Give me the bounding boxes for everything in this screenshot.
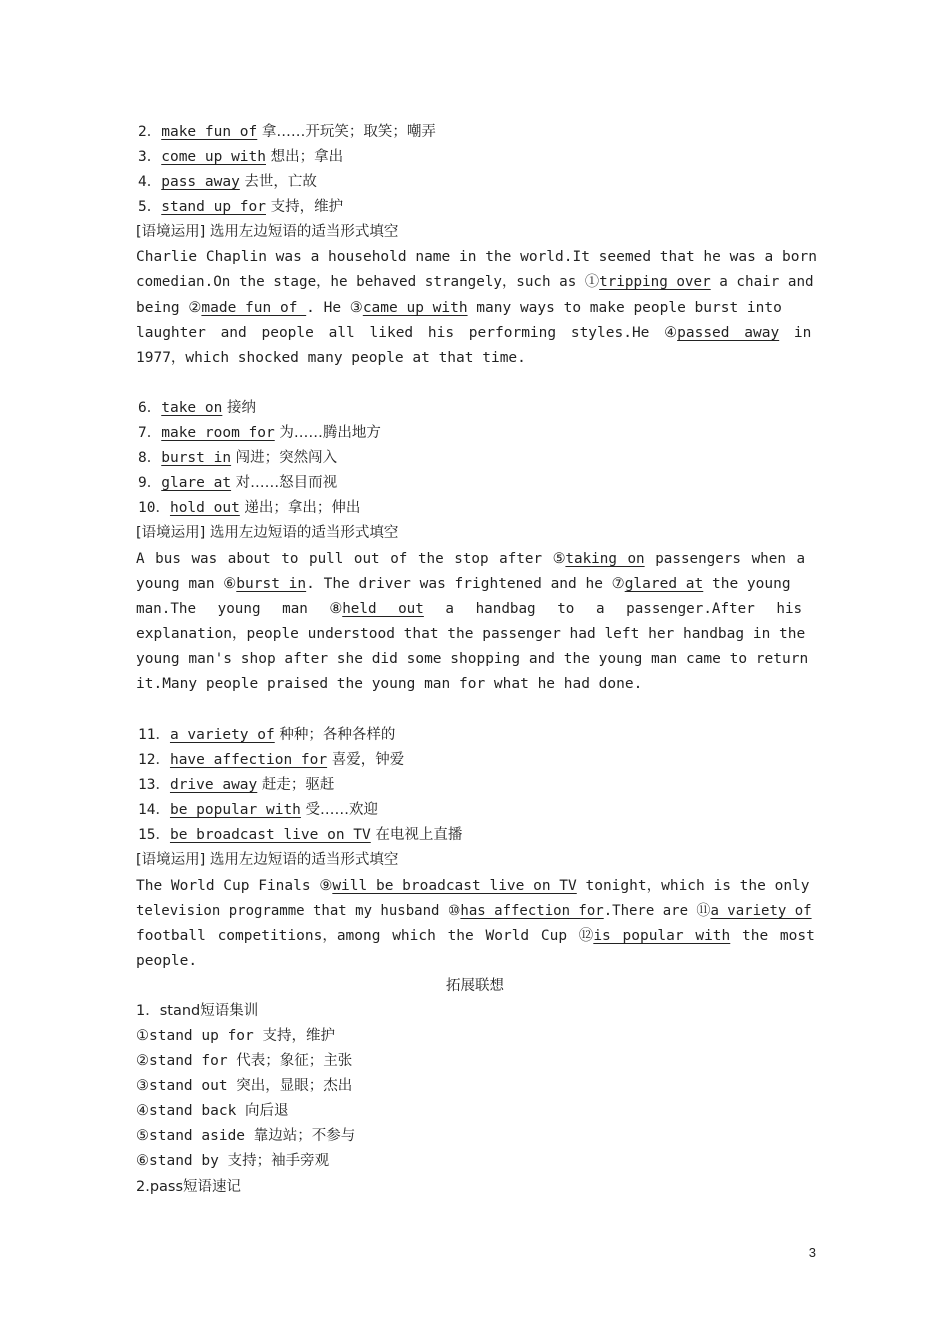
vocab-item: 8．burst in 闯进；突然闯入: [138, 450, 338, 466]
answer-blank: burst in: [236, 576, 307, 592]
answer-blank: taking on: [565, 551, 645, 567]
passage-line: television programme that my husband ⑩has affection for.There are ⑪a variety of: [136, 903, 812, 919]
passage-line: The World Cup Finals ⑨will be broadcast live on TV tonight，which is the only: [136, 878, 810, 894]
phrase: take on: [161, 400, 223, 416]
passage-line: man.The young man ⑧held out a handbag to a passenger.After his: [136, 601, 803, 617]
vocab-item: 2．make fun of 拿……开玩笑；取笑；嘲弄: [138, 124, 436, 140]
passage-line: Charlie Chaplin was a household name in the world.It seemed that he was a born: [136, 249, 817, 265]
stand-item: ④stand back 向后退: [136, 1103, 289, 1119]
vocab-item: 13．drive away 赶走；驱赶: [138, 777, 335, 793]
passage-line: comedian.On the stage，he behaved strangely，such as ①tripping over a chair and: [136, 274, 814, 290]
vocab-item: 10．hold out 递出；拿出；伸出: [138, 500, 361, 516]
phrase: glare at: [161, 475, 232, 491]
passage-line: people.: [136, 953, 198, 969]
section-heading: [语境运用] 选用左边短语的适当形式填空: [136, 852, 399, 868]
vocab-item: 7．make room for 为……腾出地方: [138, 425, 381, 441]
vocab-item: 3．come up with 想出；拿出: [138, 149, 344, 165]
passage-line: young man's shop after she did some shopping and the young man came to return: [136, 651, 809, 667]
phrase: drive away: [169, 777, 258, 793]
answer-blank: tripping over: [599, 274, 711, 290]
answer-blank: glared at: [624, 576, 704, 592]
phrase: come up with: [161, 149, 266, 165]
phrase: have affection for: [169, 752, 328, 768]
vocab-item: 5．stand up for 支持，维护: [138, 199, 344, 215]
phrase: make room for: [161, 425, 275, 441]
answer-blank: will be broadcast live on TV: [332, 878, 577, 894]
passage-line: football competitions，among which the World Cup ⑫is popular with the most: [136, 928, 815, 944]
phrase: be broadcast live on TV: [169, 827, 371, 843]
passage-line: 1977，which shocked many people at that time.: [136, 350, 526, 366]
stand-item: ⑤stand aside 靠边站；不参与: [136, 1128, 356, 1144]
vocab-item: 11．a variety of 种种；各种各样的: [138, 727, 396, 743]
vocab-item: 6．take on 接纳: [138, 400, 256, 416]
page-number: 3: [808, 1245, 816, 1260]
phrase: be popular with: [169, 802, 301, 818]
section-heading: [语境运用] 选用左边短语的适当形式填空: [136, 525, 399, 541]
stand-title: 1．stand短语集训: [136, 1003, 259, 1019]
stand-item: ⑥stand by 支持；袖手旁观: [136, 1153, 330, 1169]
section-heading: [语境运用] 选用左边短语的适当形式填空: [136, 224, 399, 240]
phrase: stand up for: [161, 199, 266, 215]
vocab-item: 15．be broadcast live on TV 在电视上直播: [138, 827, 463, 843]
passage-line: being ②made fun of . He ③came up with many ways to make people burst into: [136, 300, 782, 316]
answer-blank: made fun of: [201, 300, 307, 316]
passage-line: A bus was about to pull out of the stop after ⑤taking on passengers when a: [136, 551, 806, 567]
phrase: burst in: [161, 450, 232, 466]
passage-line: young man ⑥burst in. The driver was frightened and he ⑦glared at the young: [136, 576, 791, 592]
vocab-item: 12．have affection for 喜爱，钟爱: [138, 752, 405, 768]
passage-line: explanation，people understood that the passenger had left her handbag in the: [136, 626, 806, 642]
phrase: hold out: [169, 500, 240, 516]
passage-line: it.Many people praised the young man for what he had done.: [136, 676, 643, 692]
stand-item: ③stand out 突出，显眼；杰出: [136, 1078, 353, 1094]
vocab-item: 9．glare at 对……怒目而视: [138, 475, 338, 491]
answer-blank: came up with: [362, 300, 468, 316]
phrase: a variety of: [169, 727, 275, 743]
answer-blank: a variety of: [710, 903, 812, 919]
answer-blank: passed away: [677, 325, 780, 341]
answer-blank: held out: [342, 601, 424, 617]
answer-blank: is popular with: [593, 928, 731, 944]
passage-line: laughter and people all liked his performing styles.He ④passed away in: [136, 325, 812, 341]
phrase: make fun of: [161, 124, 258, 140]
pass-title: 2.pass短语速记: [136, 1179, 242, 1195]
phrase: pass away: [161, 174, 240, 190]
vocab-item: 14．be popular with 受……欢迎: [138, 802, 379, 818]
extension-title: 拓展联想: [446, 978, 504, 994]
stand-item: ①stand up for 支持，维护: [136, 1028, 335, 1044]
vocab-item: 4．pass away 去世，亡故: [138, 174, 317, 190]
answer-blank: has affection for: [460, 903, 604, 919]
stand-item: ②stand for 代表；象征；主张: [136, 1053, 353, 1069]
